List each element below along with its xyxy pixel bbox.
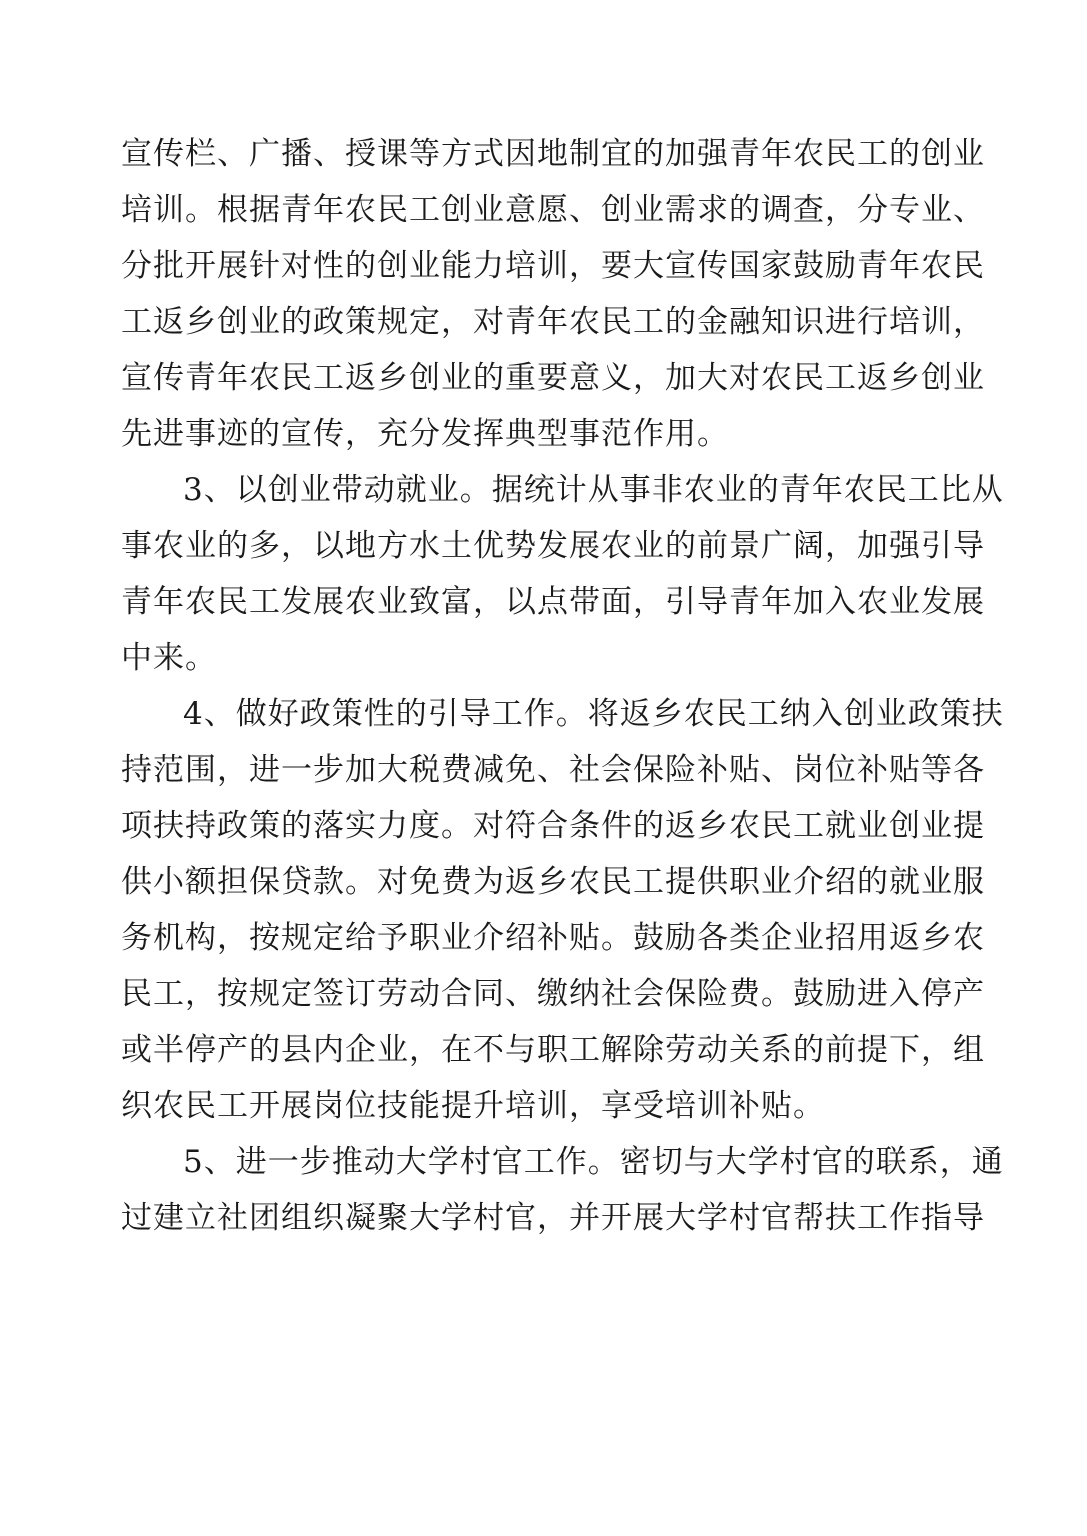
body-text-line: 务机构，按规定给予职业介绍补贴。鼓励各类企业招用返乡农 — [121, 920, 985, 956]
body-text-line: 中来。 — [121, 640, 217, 676]
body-text-line: 宣传栏、广播、授课等方式因地制宜的加强青年农民工的创业 — [121, 136, 985, 172]
paragraph-5-line: 5、进一步推动大学村官工作。密切与大学村官的联系，通 — [183, 1144, 1004, 1180]
body-text-line: 工返乡创业的政策规定，对青年农民工的金融知识进行培训， — [121, 304, 985, 340]
body-text-line: 过建立社团组织凝聚大学村官，并开展大学村官帮扶工作指导 — [121, 1200, 985, 1236]
body-text-line: 供小额担保贷款。对免费为返乡农民工提供职业介绍的就业服 — [121, 864, 985, 900]
body-text-line: 先进事迹的宣传，充分发挥典型事范作用。 — [121, 416, 729, 452]
body-text-line: 事农业的多，以地方水土优势发展农业的前景广阔，加强引导 — [121, 528, 985, 564]
body-text-line: 宣传青年农民工返乡创业的重要意义，加大对农民工返乡创业 — [121, 360, 985, 396]
body-text-line: 织农民工开展岗位技能提升培训，享受培训补贴。 — [121, 1088, 825, 1124]
body-text-line: 分批开展针对性的创业能力培训，要大宣传国家鼓励青年农民 — [121, 248, 985, 284]
body-text-line: 项扶持政策的落实力度。对符合条件的返乡农民工就业创业提 — [121, 808, 985, 844]
body-text-line: 持范围，进一步加大税费减免、社会保险补贴、岗位补贴等各 — [121, 752, 985, 788]
document-body — [121, 126, 1004, 1246]
paragraph-4-line: 4、做好政策性的引导工作。将返乡农民工纳入创业政策扶 — [183, 696, 1004, 732]
paragraph-3-line: 3、以创业带动就业。据统计从事非农业的青年农民工比从 — [183, 472, 1004, 508]
body-text-line: 培训。根据青年农民工创业意愿、创业需求的调查，分专业、 — [121, 192, 985, 228]
body-text-line: 或半停产的县内企业，在不与职工解除劳动关系的前提下，组 — [121, 1032, 985, 1068]
body-text-line: 青年农民工发展农业致富，以点带面，引导青年加入农业发展 — [121, 584, 985, 620]
body-text-line: 民工，按规定签订劳动合同、缴纳社会保险费。鼓励进入停产 — [121, 976, 985, 1012]
